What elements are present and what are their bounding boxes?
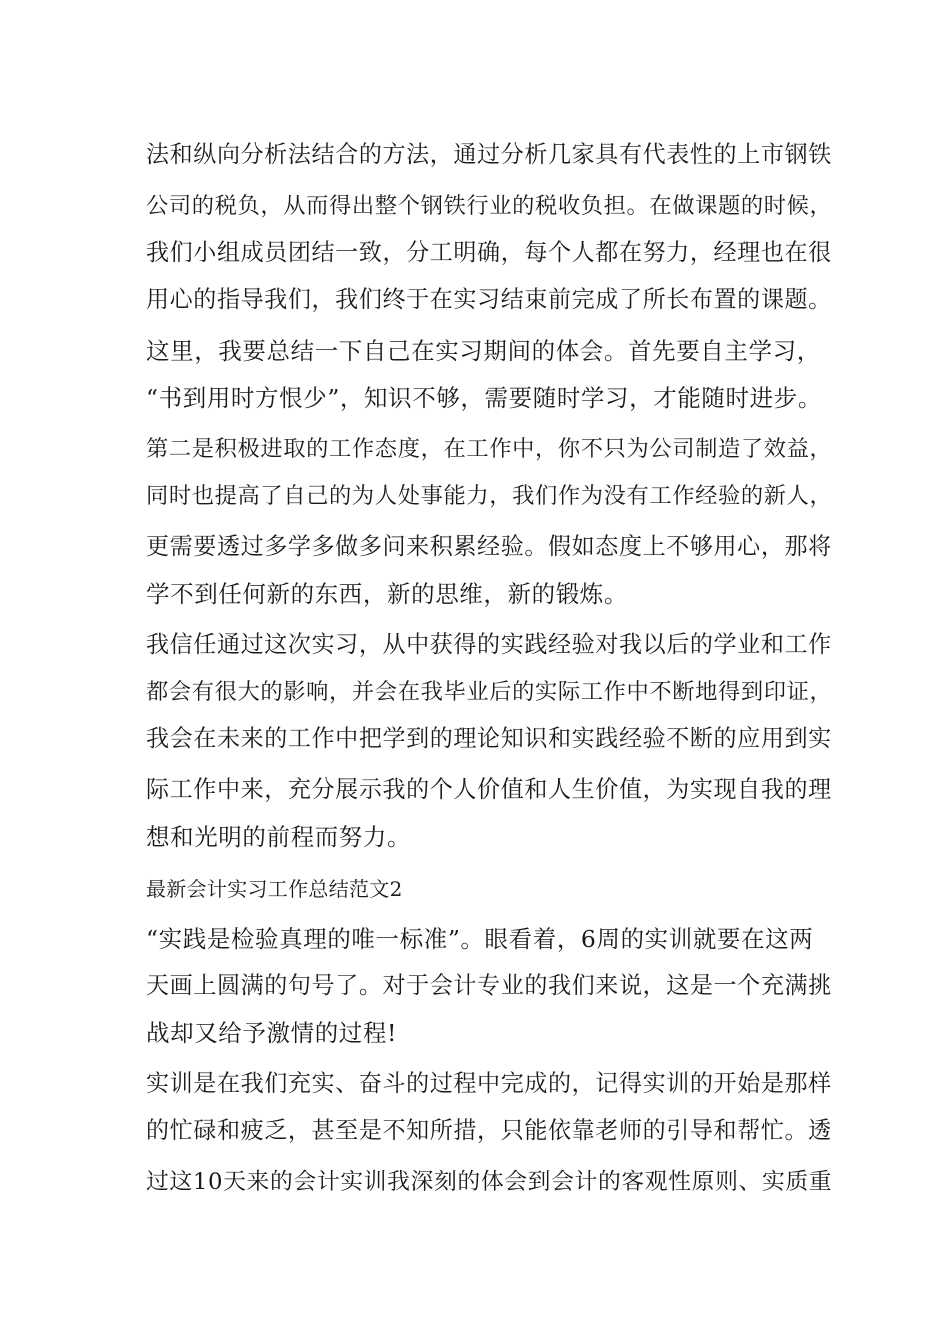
text-line: 际工作中来，充分展示我的个人价值和人生价值，为实现自我的理	[146, 777, 832, 803]
text-line: 同时也提高了自己的为人处事能力，我们作为没有工作经验的新人，	[146, 483, 833, 509]
text-line: 想和光明的前程而努力。	[146, 823, 412, 851]
text-line: 的忙碌和疲乏，甚至是不知所措，只能依靠老师的引导和帮忙。透	[146, 1118, 832, 1144]
text-line: 我会在未来的工作中把学到的理论知识和实践经验不断的应用到实	[146, 726, 832, 752]
text-line: 战却又给予激情的过程!	[146, 1019, 398, 1047]
text-line: 这里，我要总结一下自己在实习期间的体会。首先要自主学习，	[146, 337, 821, 365]
text-line: 公司的税负，从而得出整个钢铁行业的税收负担。在做课题的时候，	[146, 193, 833, 219]
text-line: “书到用时方恨少”，知识不够，需要随时学习，才能随时进步。	[146, 384, 822, 412]
text-line: 用心的指导我们，我们终于在实习结束前完成了所长布置的课题。	[146, 287, 832, 313]
text-line: 学不到任何新的东西，新的思维，新的锻炼。	[146, 580, 628, 608]
text-line: 更需要透过多学多做多问来积累经验。假如态度上不够用心，那将	[146, 534, 832, 560]
text-line: “实践是检验真理的唯一标准”。眼看着，6周的实训就要在这两	[146, 925, 814, 953]
text-line: 我信任通过这次实习，从中获得的实践经验对我以后的学业和工作	[146, 632, 832, 658]
text-line: 我们小组成员团结一致，分工明确，每个人都在努力，经理也在很	[146, 240, 832, 266]
section-heading: 最新会计实习工作总结范文2	[146, 877, 403, 901]
text-line: 第二是积极进取的工作态度，在工作中，你不只为公司制造了效益，	[146, 436, 833, 462]
text-line: 过这10天来的会计实训我深刻的体会到会计的客观性原则、实质重	[146, 1169, 833, 1195]
text-line: 天画上圆满的句号了。对于会计专业的我们来说，这是一个充满挑	[146, 973, 832, 999]
text-line: 实训是在我们充实、奋斗的过程中完成的，记得实训的开始是那样	[146, 1071, 832, 1097]
text-line: 法和纵向分析法结合的方法，通过分析几家具有代表性的上市钢铁	[146, 142, 832, 168]
text-line: 都会有很大的影响，并会在我毕业后的实际工作中不断地得到印证，	[146, 679, 833, 705]
